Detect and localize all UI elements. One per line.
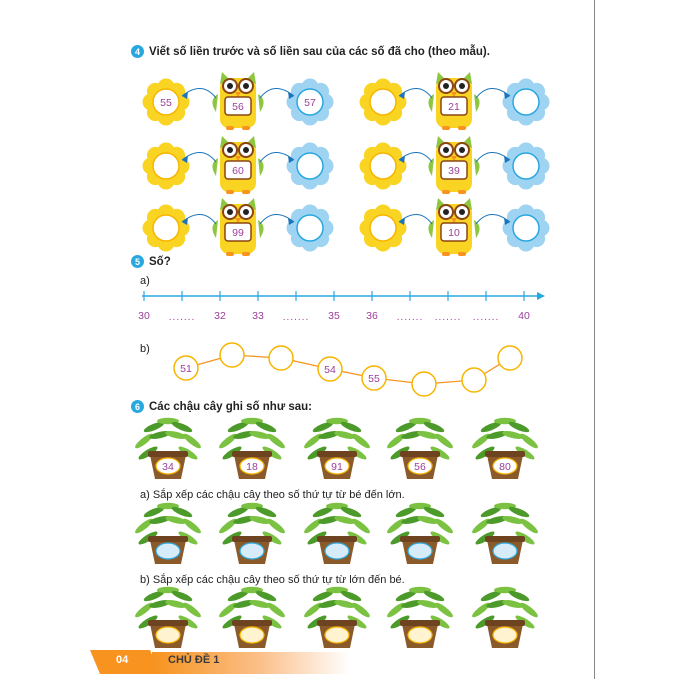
pots-given xyxy=(0,415,679,485)
tick-label: 36 xyxy=(366,310,378,322)
plant-pot xyxy=(470,503,539,564)
plant-pot xyxy=(385,503,454,564)
owl-right-1-value: 21 xyxy=(448,101,460,113)
number-chain xyxy=(0,338,679,398)
q4-number: 4 xyxy=(131,45,144,58)
chain-circle xyxy=(412,372,436,396)
blank-slot: ....... xyxy=(396,312,424,323)
q4-title xyxy=(131,45,490,58)
before-flower-left-1 xyxy=(143,79,190,126)
plant-pot xyxy=(133,418,202,479)
before-flower-right-3 xyxy=(360,205,407,252)
plant-pot xyxy=(385,587,454,648)
plant-pot xyxy=(302,587,371,648)
owl-left-2 xyxy=(212,136,263,194)
plant-pot xyxy=(217,418,286,479)
chain-value: 54 xyxy=(324,364,336,376)
q6-number: 6 xyxy=(131,400,144,413)
blank-slot: ....... xyxy=(434,312,462,323)
owl-left-3 xyxy=(212,198,263,256)
owl-right-2 xyxy=(428,136,479,194)
tick-label: 40 xyxy=(518,310,530,322)
tick-label: 32 xyxy=(214,310,226,322)
chain-circle xyxy=(269,346,293,370)
after-flower-left-1 xyxy=(287,79,334,126)
blank-slot: ....... xyxy=(168,312,196,323)
chain-circle xyxy=(462,368,486,392)
chain-circle xyxy=(498,346,522,370)
tick-label: 30 xyxy=(138,310,150,322)
pot-value: 80 xyxy=(499,461,511,473)
after-flower-left-2 xyxy=(287,143,334,190)
pots-ascending xyxy=(0,500,679,570)
pot-value: 91 xyxy=(331,461,343,473)
owl-right-1 xyxy=(428,72,479,130)
topic-label: CHỦ ĐỀ 1 xyxy=(168,654,220,666)
plant-pot xyxy=(302,503,371,564)
q6a-text: a) Sắp xếp các chậu cây theo số thứ tự từ bé đến lớn. xyxy=(140,489,405,501)
page-number: 04 xyxy=(116,654,129,666)
after-flower-right-1 xyxy=(503,79,550,126)
owl-right-3-value: 10 xyxy=(448,227,460,239)
plant-pot xyxy=(217,503,286,564)
footer-band xyxy=(90,650,350,674)
plant-pot xyxy=(470,418,539,479)
before-flower-right-1 xyxy=(360,79,407,126)
plant-pot xyxy=(385,418,454,479)
q6-title xyxy=(131,400,312,413)
plant-pot xyxy=(133,503,202,564)
q5-title xyxy=(131,255,171,268)
q4-text: Viết số liền trước và số liền sau của các số đã cho (theo mẫu). xyxy=(149,45,490,58)
owl-left-3-value: 99 xyxy=(232,227,244,239)
q5a-label: a) xyxy=(140,275,150,287)
owl-left-2-value: 60 xyxy=(232,165,244,177)
q5b-label: b) xyxy=(140,343,150,355)
q5-text: Số? xyxy=(149,255,171,268)
after-flower-left-1-value: 57 xyxy=(304,97,316,109)
blank-slot: ....... xyxy=(282,312,310,323)
plant-pot xyxy=(217,587,286,648)
pot-value: 34 xyxy=(162,461,174,473)
blank-slot: ....... xyxy=(472,312,500,323)
owl-left-1-value: 56 xyxy=(232,101,244,113)
owl-right-2-value: 39 xyxy=(448,165,460,177)
before-flower-left-2 xyxy=(143,143,190,190)
pots-descending xyxy=(0,584,679,650)
q5-number: 5 xyxy=(131,255,144,268)
after-flower-right-2 xyxy=(503,143,550,190)
before-flower-right-2 xyxy=(360,143,407,190)
chain-circle xyxy=(220,343,244,367)
tick-label: 33 xyxy=(252,310,264,322)
plant-pot xyxy=(133,587,202,648)
before-flower-left-3 xyxy=(143,205,190,252)
q6b-text: b) Sắp xếp các chậu cây theo số thứ tự từ lớn đến bé. xyxy=(140,574,405,586)
q6-text: Các chậu cây ghi số như sau: xyxy=(149,400,312,413)
owl-right-3 xyxy=(428,198,479,256)
plant-pot xyxy=(470,587,539,648)
after-flower-right-3 xyxy=(503,205,550,252)
chain-value: 51 xyxy=(180,363,192,375)
pot-value: 56 xyxy=(414,461,426,473)
owl-left-1 xyxy=(212,72,263,130)
tick-label: 35 xyxy=(328,310,340,322)
pot-value: 18 xyxy=(246,461,258,473)
before-flower-left-1-value: 55 xyxy=(160,97,172,109)
plant-pot xyxy=(302,418,371,479)
chain-value: 55 xyxy=(368,373,380,385)
after-flower-left-3 xyxy=(287,205,334,252)
